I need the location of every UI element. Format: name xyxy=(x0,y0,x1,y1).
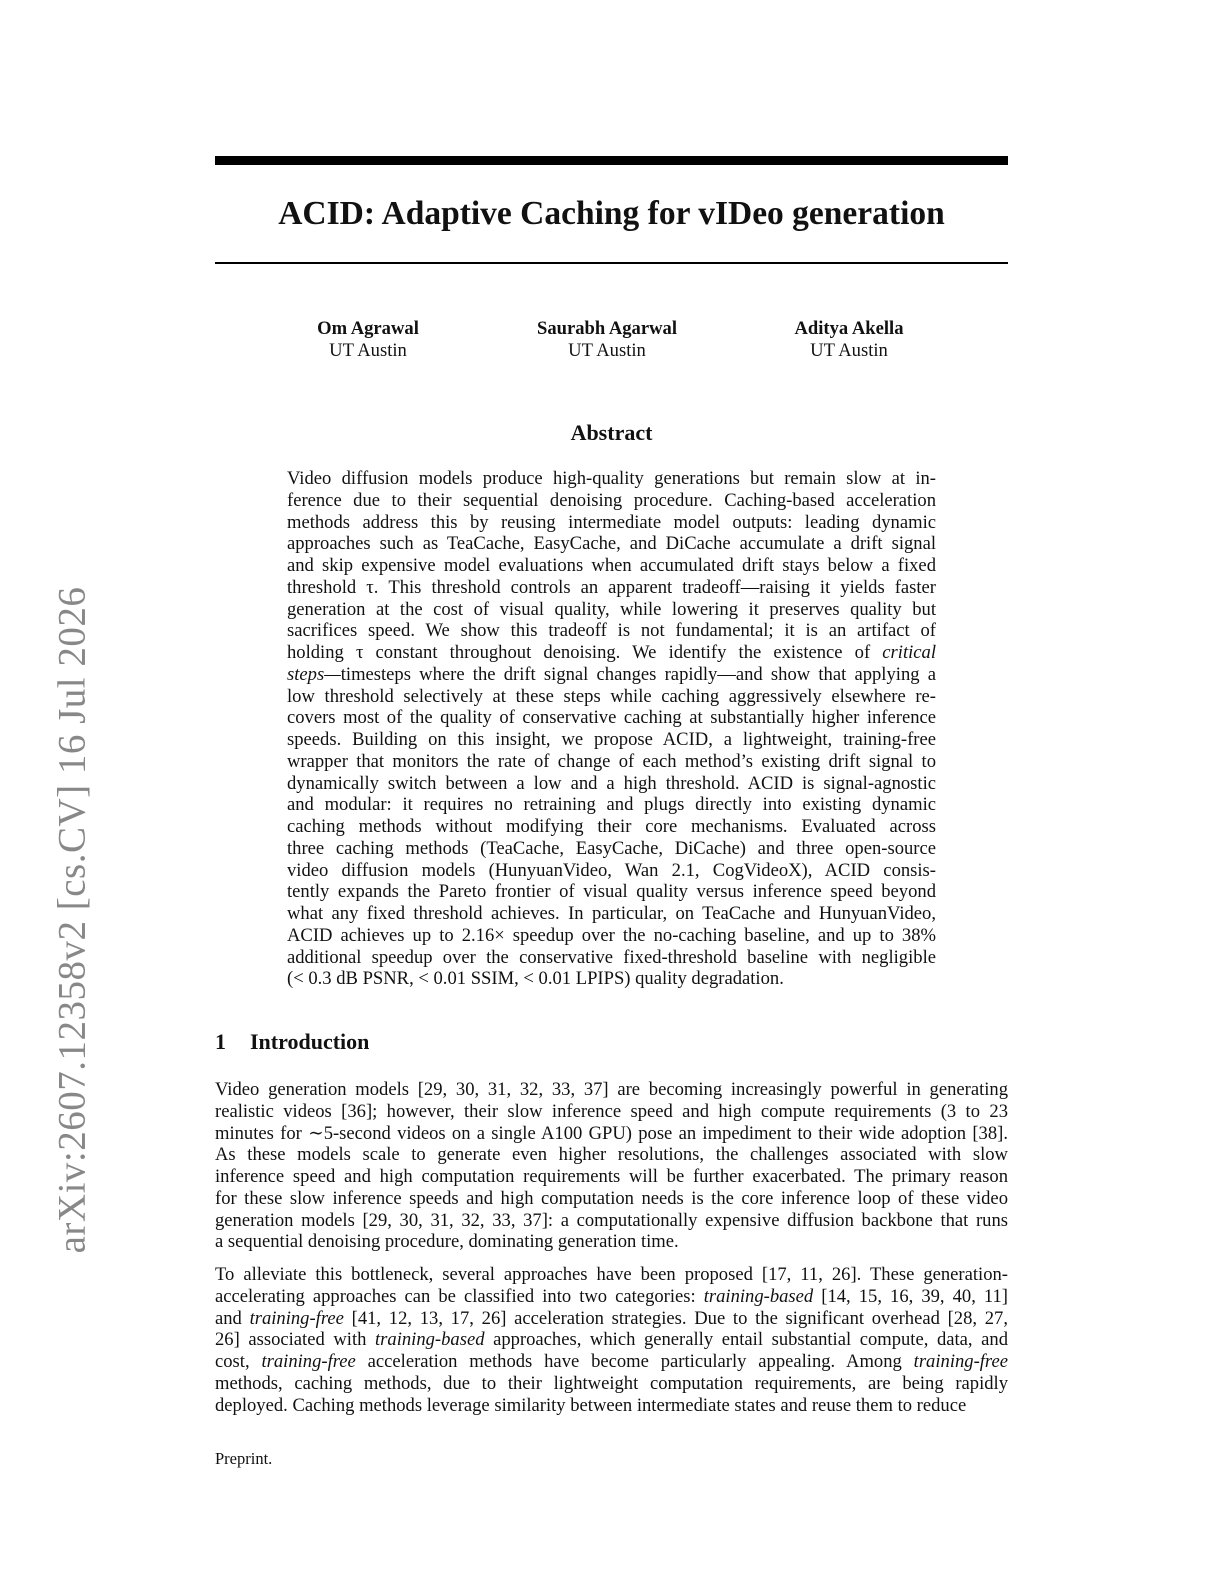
text-line: (< 0.3 dB PSNR, < 0.01 SSIM, < 0.01 LPIPS) quality degradation. xyxy=(287,968,784,990)
text-line: threshold τ. This threshold controls an apparent tradeoff—raising it yields faster xyxy=(287,576,936,598)
text-line: low threshold selectively at these steps while caching aggressively elsewhere re- xyxy=(287,685,936,707)
text-line: ference due to their sequential denoising procedure. Caching-based acceleration xyxy=(287,489,936,511)
text-line: realistic videos [36]; however, their slow inference speed and high compute requirements (3 to 23 xyxy=(215,1100,1008,1122)
author xyxy=(729,318,969,362)
text-line: minutes for ∼5-second videos on a single A100 GPU) pose an impediment to their wide adoption [38]. xyxy=(215,1122,1008,1144)
text-line: holding τ constant throughout denoising. We identify the existence of critical xyxy=(287,642,936,663)
author-affiliation: UT Austin xyxy=(568,340,646,361)
text-line: ACID achieves up to 2.16× speedup over the no-caching baseline, and up to 38% xyxy=(287,924,936,946)
text-line: wrapper that monitors the rate of change of each method’s existing drift signal to xyxy=(287,750,936,772)
text-line: As these models scale to generate even higher resolutions, the challenges associated with slow xyxy=(215,1144,1008,1166)
text-line: 26] associated with training-based approaches, which generally entail substantial compute, data, and xyxy=(215,1329,1008,1351)
text-line: caching methods without modifying their core mechanisms. Evaluated across xyxy=(287,816,936,837)
text-line: deployed. Caching methods leverage similarity between intermediate states and reuse them to reduce xyxy=(215,1394,967,1416)
abstract-heading: Abstract xyxy=(570,420,653,445)
section-title: Introduction xyxy=(250,1029,370,1054)
title-top-rule xyxy=(215,156,1008,165)
author xyxy=(487,318,727,362)
section-number: 1 xyxy=(215,1029,226,1054)
title-bottom-rule xyxy=(215,262,1008,264)
text-line: tently expands the Pareto frontier of visual quality versus inference speed beyond xyxy=(287,881,936,903)
author-name: Aditya Akella xyxy=(794,318,904,339)
text-line: approaches such as TeaCache, EasyCache, and DiCache accumulate a drift signal xyxy=(287,533,936,555)
author-affiliation: UT Austin xyxy=(329,340,407,361)
text-line: video diffusion models (HunyuanVideo, Wan 2.1, CogVideoX), ACID consis- xyxy=(287,859,936,881)
text-line: Video diffusion models produce high-quality generations but remain slow at in- xyxy=(287,468,936,489)
text-line: accelerating approaches can be classified into two categories: training-based [14, 15, 16, 39, 40, 11] xyxy=(215,1285,1008,1307)
intro-paragraph-1 xyxy=(215,1079,1008,1253)
text-line: a sequential denoising procedure, dominating generation time. xyxy=(215,1231,679,1253)
text-line: for these slow inference speeds and high computation needs is the core inference loop of these video xyxy=(215,1187,1008,1209)
text-line: generation models [29, 30, 31, 32, 33, 37]: a computationally expensive diffusion backbone that runs xyxy=(215,1209,1008,1231)
text-line: three caching methods (TeaCache, EasyCache, DiCache) and three open-source xyxy=(287,837,936,859)
text-line: what any fixed threshold achieves. In particular, on TeaCache and HunyuanVideo, xyxy=(287,903,936,924)
text-line: cost, training-free acceleration methods have become particularly appealing. Among training-free xyxy=(215,1351,1008,1372)
author-name: Om Agrawal xyxy=(317,318,419,339)
text-line: speeds. Building on this insight, we propose ACID, a lightweight, training-free xyxy=(287,729,936,750)
abstract-body xyxy=(287,468,936,990)
text-line: inference speed and high computation requirements will be further exacerbated. The primary reason xyxy=(215,1166,1008,1187)
arxiv-identifier-stamp: arXiv:2607.12358v2 [cs.CV] 16 Jul 2026 xyxy=(50,586,94,1254)
text-line: methods, caching methods, due to their lightweight computation requirements, are being rapidly xyxy=(215,1372,1008,1394)
text-line: additional speedup over the conservative fixed-threshold baseline with negligible xyxy=(287,946,936,968)
author xyxy=(248,318,488,362)
text-line: sacrifices speed. We show this tradeoff is not fundamental; it is an artifact of xyxy=(287,620,936,642)
text-line: dynamically switch between a low and a high threshold. ACID is signal-agnostic xyxy=(287,772,936,794)
footer-note: Preprint. xyxy=(215,1449,273,1468)
text-line: To alleviate this bottleneck, several approaches have been proposed [17, 11, 26]. These generation- xyxy=(215,1264,1008,1285)
text-line: covers most of the quality of conservative caching at substantially higher inference xyxy=(287,707,936,729)
text-line: and training-free [41, 12, 13, 17, 26] acceleration strategies. Due to the significant overhead [28, 27, xyxy=(215,1307,1008,1329)
text-line: Video generation models [29, 30, 31, 32, 33, 37] are becoming increasingly powerful in generating xyxy=(215,1079,1008,1100)
text-line: and modular: it requires no retraining and plugs directly into existing dynamic xyxy=(287,794,936,816)
text-line: generation at the cost of visual quality, while lowering it preserves quality but xyxy=(287,598,936,620)
author-block xyxy=(215,318,1008,368)
intro-paragraph-2 xyxy=(215,1264,1008,1416)
section-heading xyxy=(215,1028,369,1056)
author-name: Saurabh Agarwal xyxy=(537,318,677,339)
text-line: methods address this by reusing intermediate model outputs: leading dynamic xyxy=(287,511,936,533)
author-affiliation: UT Austin xyxy=(810,340,888,361)
text-line: steps—timesteps where the drift signal changes rapidly—and show that applying a xyxy=(287,663,936,685)
text-line: and skip expensive model evaluations when accumulated drift stays below a fixed xyxy=(287,555,936,576)
paper-title: ACID: Adaptive Caching for vIDeo generation xyxy=(278,195,945,232)
